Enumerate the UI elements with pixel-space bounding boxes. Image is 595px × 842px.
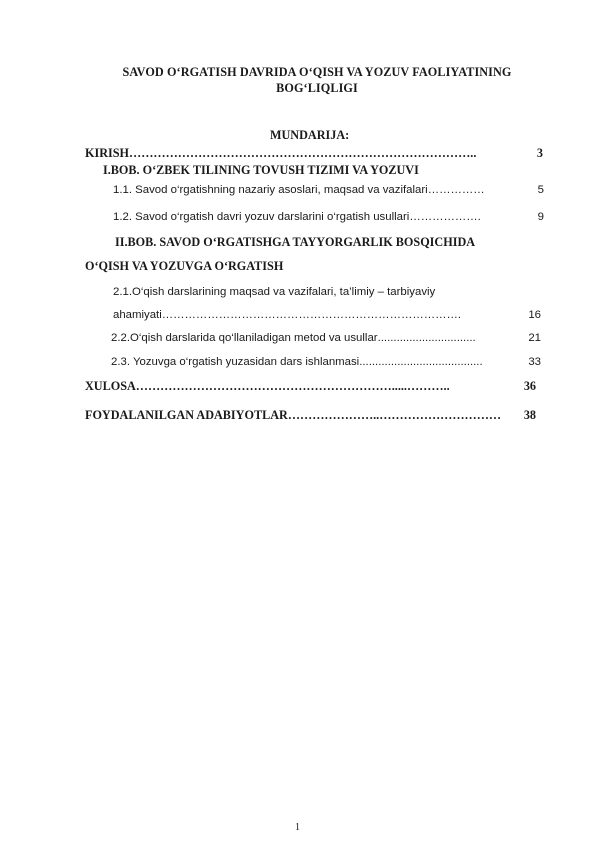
toc-leader-dots: ……………….: [409, 211, 481, 223]
toc-page-number: 16: [528, 309, 541, 321]
toc-entry-label: KIRISH: [85, 146, 130, 160]
toc-leader-dots: …………………..…………………………: [287, 408, 502, 422]
toc-page-number: 36: [523, 379, 536, 393]
toc-leader-dots: …………………………………………………………………………..: [129, 146, 477, 160]
toc-entry-references[interactable]: [85, 407, 536, 424]
toc-entry-intro[interactable]: [85, 145, 543, 162]
toc-entry-label: XULOSA: [85, 379, 136, 393]
toc-entry-1-2[interactable]: [113, 209, 544, 225]
toc-entry-label: 1.1. Savod o‘rgatishning nazariy asoslari, maqsad va vazifalari: [113, 184, 428, 196]
toc-page-number: 5: [537, 184, 544, 196]
page-number: 1: [295, 822, 300, 833]
toc-entry-label: 2.2.O‘qish darslarida qo‘llaniladigan metod va usullar: [111, 332, 378, 344]
toc-chapter-2-line-2[interactable]: O‘QISH VA YOZUVGA O‘RGATISH: [85, 259, 284, 273]
toc-entry-2-1[interactable]: [113, 307, 541, 323]
toc-leader-dots: …………………………………………………………………….: [161, 309, 462, 321]
toc-entry-label: 1.2. Savod o‘rgatish davri yozuv darslarini o‘rgatish usullari: [113, 211, 410, 223]
toc-chapter-1[interactable]: I.BOB. O‘ZBEK TILINING TOVUSH TIZIMI VA YOZUVI: [103, 163, 419, 177]
toc-page-number: 21: [528, 332, 541, 344]
toc-entry-1-1[interactable]: [113, 182, 544, 198]
toc-entry-2-2[interactable]: [111, 330, 541, 346]
document-title-line-2: BOG‘LIQLIGI: [276, 81, 358, 95]
toc-entry-label: FOYDALANILGAN ADABIYOTLAR: [85, 408, 288, 422]
toc-entry-conclusion[interactable]: [85, 378, 536, 395]
toc-leader-dots: ……………………………………………………….....………..: [135, 379, 450, 393]
toc-leader-dots: ...............................: [377, 332, 476, 344]
toc-leader-dots: ……………: [427, 184, 485, 196]
toc-leader-dots: .......................................: [359, 356, 483, 368]
toc-page-number: 38: [523, 408, 536, 422]
toc-page-number: 3: [536, 146, 543, 160]
toc-entry-label: 2.3. Yozuvga o‘rgatish yuzasidan dars ishlanmasi: [111, 356, 360, 368]
toc-entry-2-1-line-1[interactable]: 2.1.O‘qish darslarining maqsad va vazifalari, ta’limiy – tarbiyaviy: [113, 286, 436, 298]
toc-entry-label: ahamiyati: [113, 309, 162, 321]
contents-heading: MUNDARIJA:: [270, 128, 350, 142]
document-title-line-1: SAVOD O‘RGATISH DAVRIDA O‘QISH VA YOZUV FAOLIYATINING: [122, 65, 512, 79]
toc-page-number: 9: [537, 211, 544, 223]
toc-page-number: 33: [528, 356, 541, 368]
toc-chapter-2-line-1[interactable]: II.BOB. SAVOD O‘RGATISHGA TAYYORGARLIK BOSQICHIDA: [115, 235, 476, 249]
toc-entry-2-3[interactable]: [111, 354, 541, 370]
